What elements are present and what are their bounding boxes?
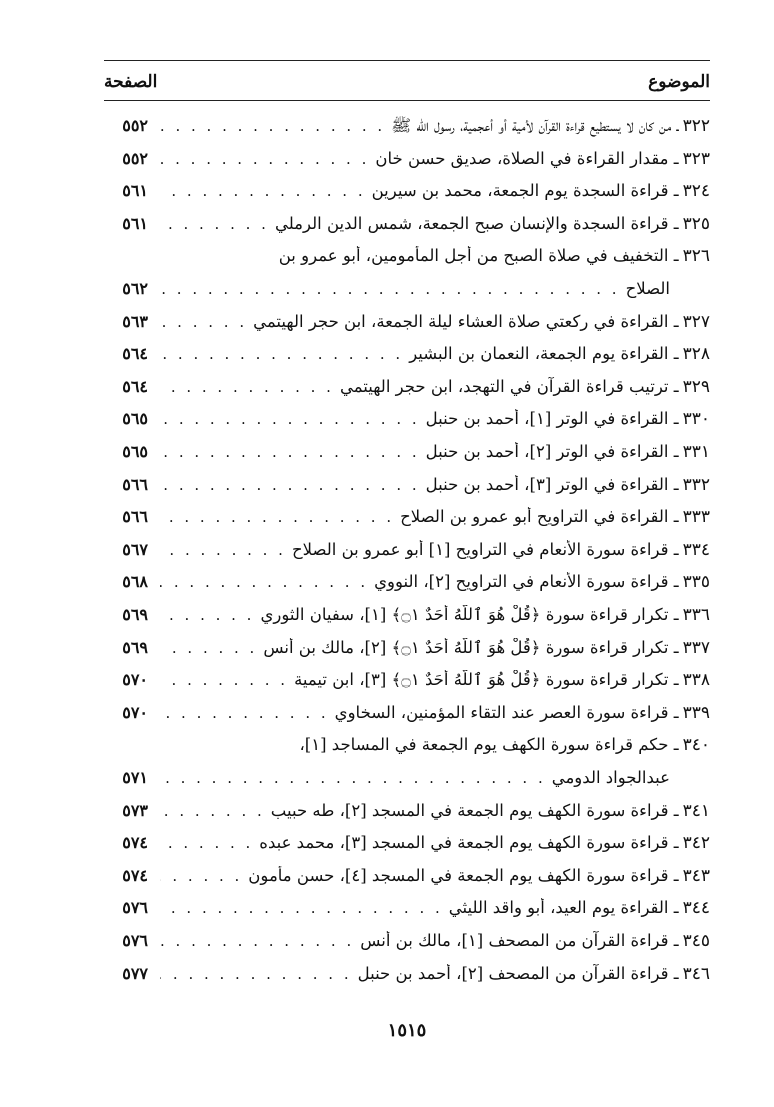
entry-title: ـ التخفيف في صلاة الصبح من أجل المأمومين، أبو عمرو بن bbox=[278, 246, 679, 266]
entry-title: ـ قراءة سورة الكهف يوم الجمعة في المسجد [٢]، طه حبيب bbox=[270, 800, 679, 820]
toc-entry bbox=[104, 275, 710, 305]
entry-number: ٣٤٣ bbox=[682, 865, 710, 886]
entry-title: ـ قراءة سورة الكهف يوم الجمعة في المسجد [٤]، حسن مأمون bbox=[248, 865, 679, 885]
entry-page-number: ٥٧٤ bbox=[122, 865, 148, 885]
entry-number: ٣٣٥ bbox=[682, 572, 710, 593]
entry-page-number: ٥٥٢ bbox=[122, 148, 148, 168]
entry-page-number: ٥٦١ bbox=[122, 181, 148, 201]
toc-entry bbox=[104, 438, 710, 468]
entry-title: ـ تكرار قراءة سورة ﴿قُلْ هُوَ ٱللَّهُ أَحَدٌ ۝١﴾ [٣]، ابن تيمية bbox=[294, 670, 679, 690]
leader-dots bbox=[160, 899, 449, 917]
entry-number: ٣٢٦ bbox=[682, 246, 710, 267]
leader-dots bbox=[160, 606, 260, 624]
entry-page-number: ٥٦٤ bbox=[122, 344, 148, 364]
entry-title: ـ قراءة القرآن من المصحف [٢]، أحمد بن حنبل bbox=[357, 963, 679, 983]
entry-title: ـ القراءة في الوتر [١]، أحمد بن حنبل bbox=[425, 409, 679, 429]
entry-number: ٣٢٨ bbox=[682, 344, 710, 365]
entry-page-number: ٥٦١ bbox=[122, 213, 148, 233]
entry-title: ـ قراءة السجدة يوم الجمعة، محمد بن سيرين bbox=[371, 181, 679, 201]
leader-dots bbox=[160, 541, 292, 559]
entry-number: ٣٣٢ bbox=[682, 474, 710, 495]
entry-number: ٣٤٤ bbox=[682, 898, 710, 919]
toc-entry bbox=[104, 340, 710, 370]
toc-entry bbox=[104, 666, 710, 696]
leader-dots bbox=[160, 476, 426, 494]
page-column-heading: الصفحة bbox=[104, 72, 158, 92]
entry-page-number: ٥٦٥ bbox=[122, 409, 148, 429]
entry-number: ٣٣٦ bbox=[682, 605, 710, 625]
entry-body bbox=[160, 149, 710, 169]
leader-dots bbox=[160, 769, 552, 787]
leader-dots bbox=[160, 215, 275, 233]
toc-entry bbox=[104, 503, 710, 533]
entry-page-number: ٥٦٨ bbox=[122, 572, 148, 592]
toc-entry bbox=[104, 210, 710, 240]
entry-title: ـ قراءة سورة الأنعام في التراويح [٢]، النووي bbox=[374, 572, 679, 592]
entry-body bbox=[160, 801, 710, 821]
entry-title: ـ القراءة في الوتر [٢]، أحمد بن حنبل bbox=[425, 442, 679, 461]
entry-title: ـ ترتيب قراءة القرآن في التهجد، ابن حجر الهيتمي bbox=[339, 376, 679, 396]
toc-entry bbox=[104, 927, 710, 957]
toc-entry bbox=[104, 405, 710, 435]
entry-number: ٣٣٨ bbox=[682, 670, 710, 691]
entry-body bbox=[160, 638, 710, 658]
leader-dots bbox=[160, 280, 626, 298]
entry-body bbox=[160, 181, 710, 201]
entry-body bbox=[160, 898, 710, 918]
entry-body bbox=[160, 442, 710, 462]
entry-body bbox=[160, 540, 710, 560]
toc-entry bbox=[104, 536, 710, 566]
entry-title: ـ من كان لا يستطيع قراءة القرآن لأمية أو أعجمية، رسول الله ﷺ bbox=[391, 116, 679, 135]
entry-title: ـ القراءة في الوتر [٣]، أحمد بن حنبل bbox=[425, 474, 679, 494]
entry-number: ٣٢٤ bbox=[682, 181, 710, 202]
entry-page-number: ٥٧١ bbox=[122, 768, 148, 787]
entry-title: ـ قراءة سورة العصر عند التقاء المؤمنين، السخاوي bbox=[334, 702, 679, 722]
entry-body bbox=[160, 246, 710, 266]
entry-body bbox=[160, 507, 710, 527]
leader-dots bbox=[160, 378, 340, 396]
entry-number: ٣٢٢ bbox=[682, 116, 710, 136]
topic-column-heading: الموضوع bbox=[648, 72, 710, 92]
entry-title: ـ قراءة السجدة والإنسان صبح الجمعة، شمس الدين الرملي bbox=[274, 213, 679, 233]
leader-dots bbox=[160, 932, 360, 950]
leader-dots bbox=[160, 345, 409, 363]
entry-body bbox=[160, 214, 710, 234]
leader-dots bbox=[160, 834, 259, 852]
entry-body bbox=[160, 931, 710, 951]
entry-title: ـ القراءة يوم العيد، أبو واقد الليثي bbox=[448, 898, 679, 918]
entry-title: ـ القراءة يوم الجمعة، النعمان بن البشير bbox=[409, 344, 679, 364]
toc-entry bbox=[104, 177, 710, 207]
entry-number: ٣٤١ bbox=[682, 800, 710, 821]
leader-dots bbox=[160, 867, 248, 885]
toc-entry bbox=[104, 471, 710, 501]
leader-dots bbox=[160, 639, 263, 657]
entry-body bbox=[160, 735, 710, 755]
leader-dots bbox=[160, 965, 358, 983]
entry-number: ٣٣٣ bbox=[682, 507, 710, 528]
entry-number: ٣٤٢ bbox=[682, 833, 710, 854]
entry-page-number: ٥٧٣ bbox=[122, 800, 148, 820]
entry-body bbox=[160, 703, 710, 723]
entry-title: ـ حكم قراءة سورة الكهف يوم الجمعة في المساجد [١]، bbox=[299, 735, 679, 755]
entry-page-number: ٥٧٧ bbox=[122, 963, 148, 983]
entry-title: ـ قراءة سورة الأنعام في التراويح [١] أبو عمرو بن الصلاح bbox=[291, 539, 679, 559]
entry-page-number: ٥٧٦ bbox=[122, 931, 148, 950]
leader-dots bbox=[160, 508, 400, 526]
entry-number: ٣٣٩ bbox=[682, 702, 710, 723]
entry-body bbox=[160, 768, 710, 787]
entry-title: ـ قراءة القرآن من المصحف [١]، مالك بن أنس bbox=[360, 931, 679, 950]
entry-body bbox=[160, 279, 710, 298]
entry-page-number: ٥٦٥ bbox=[122, 442, 148, 461]
toc-entry bbox=[104, 829, 710, 859]
toc-entry bbox=[104, 797, 710, 827]
entry-page-number: ٥٦٩ bbox=[122, 637, 148, 657]
leader-dots bbox=[160, 150, 375, 168]
header-rule bbox=[104, 100, 710, 101]
toc-entry bbox=[104, 308, 710, 338]
toc-entry bbox=[104, 242, 710, 272]
entry-title: ـ القراءة في ركعتي صلاة العشاء ليلة الجمعة، ابن حجر الهيتمي bbox=[253, 311, 679, 331]
toc-entry bbox=[104, 112, 710, 142]
entry-body bbox=[160, 344, 710, 364]
entry-number: ٣٣٤ bbox=[682, 539, 710, 560]
toc-entry bbox=[104, 145, 710, 175]
toc-entry bbox=[104, 699, 710, 729]
entry-page-number: ٥٦٦ bbox=[122, 507, 148, 527]
entry-body bbox=[160, 312, 710, 332]
leader-dots bbox=[160, 410, 426, 428]
leader-dots bbox=[160, 313, 253, 331]
entry-body bbox=[160, 833, 710, 853]
toc-entry bbox=[104, 601, 710, 631]
entry-number: ٣٤٦ bbox=[682, 963, 710, 984]
page-number: ١٥١٥ bbox=[387, 1020, 427, 1041]
leader-dots bbox=[160, 117, 391, 135]
entry-number: ٣٣١ bbox=[682, 442, 710, 462]
entry-page-number: ٥٧٠ bbox=[122, 670, 148, 690]
entry-number: ٣٤٠ bbox=[682, 735, 710, 756]
entry-page-number: ٥٦٩ bbox=[122, 605, 148, 624]
leader-dots bbox=[160, 182, 372, 200]
entry-body bbox=[160, 964, 710, 984]
entry-number: ٣٢٩ bbox=[682, 376, 710, 397]
leader-dots bbox=[160, 704, 335, 722]
entry-number: ٣٢٥ bbox=[682, 213, 710, 234]
entry-body bbox=[160, 572, 710, 592]
entry-page-number: ٥٦٣ bbox=[122, 311, 148, 331]
entry-page-number: ٥٦٧ bbox=[122, 539, 148, 559]
leader-dots bbox=[160, 671, 294, 689]
toc-entry bbox=[104, 960, 710, 990]
entry-number: ٣٢٣ bbox=[682, 148, 710, 169]
leader-dots bbox=[160, 573, 374, 591]
entry-title: ـ القراءة في التراويح أبو عمرو بن الصلاح bbox=[400, 507, 679, 527]
entry-page-number: ٥٥٢ bbox=[122, 116, 148, 135]
entry-page-number: ٥٦٦ bbox=[122, 474, 148, 494]
entry-number: ٣٢٧ bbox=[682, 311, 710, 332]
entry-page-number: ٥٦٤ bbox=[122, 376, 148, 396]
entry-number: ٣٣٧ bbox=[682, 637, 710, 658]
entry-body bbox=[160, 605, 710, 625]
entry-body bbox=[160, 475, 710, 495]
entry-body bbox=[160, 670, 710, 690]
toc-entry bbox=[104, 862, 710, 892]
toc-entry bbox=[104, 731, 710, 761]
entry-body bbox=[160, 866, 710, 886]
entry-page-number: ٥٧٦ bbox=[122, 898, 148, 918]
entry-body bbox=[160, 116, 710, 140]
entry-page-number: ٥٧٠ bbox=[122, 702, 148, 722]
toc-entry bbox=[104, 373, 710, 403]
entry-number: ٣٣٠ bbox=[682, 409, 710, 430]
entry-body bbox=[160, 377, 710, 397]
entry-title: ـ تكرار قراءة سورة ﴿قُلْ هُوَ ٱللَّهُ أَحَدٌ ۝١﴾ [١]، سفيان الثوري bbox=[260, 605, 679, 624]
toc-entry bbox=[104, 894, 710, 924]
toc-entry bbox=[104, 764, 710, 794]
entry-title: ـ تكرار قراءة سورة ﴿قُلْ هُوَ ٱللَّهُ أَحَدٌ ۝١﴾ [٢]، مالك بن أنس bbox=[263, 637, 679, 657]
leader-dots bbox=[160, 802, 271, 820]
entry-page-number: ٥٦٢ bbox=[122, 279, 148, 298]
entry-title: ـ قراءة سورة الكهف يوم الجمعة في المسجد [٣]، محمد عبده bbox=[259, 833, 679, 853]
entry-body bbox=[160, 409, 710, 429]
entry-title: عبدالجواد الدومي bbox=[551, 768, 670, 787]
toc-entry bbox=[104, 634, 710, 664]
toc-header bbox=[104, 72, 710, 96]
toc-entry bbox=[104, 568, 710, 598]
top-rule bbox=[104, 60, 710, 61]
entry-number: ٣٤٥ bbox=[682, 931, 710, 951]
leader-dots bbox=[160, 443, 426, 461]
entry-title: ـ مقدار القراءة في الصلاة، صديق حسن خان bbox=[375, 148, 679, 168]
entry-page-number: ٥٧٤ bbox=[122, 833, 148, 853]
entry-title: الصلاح bbox=[625, 279, 670, 298]
